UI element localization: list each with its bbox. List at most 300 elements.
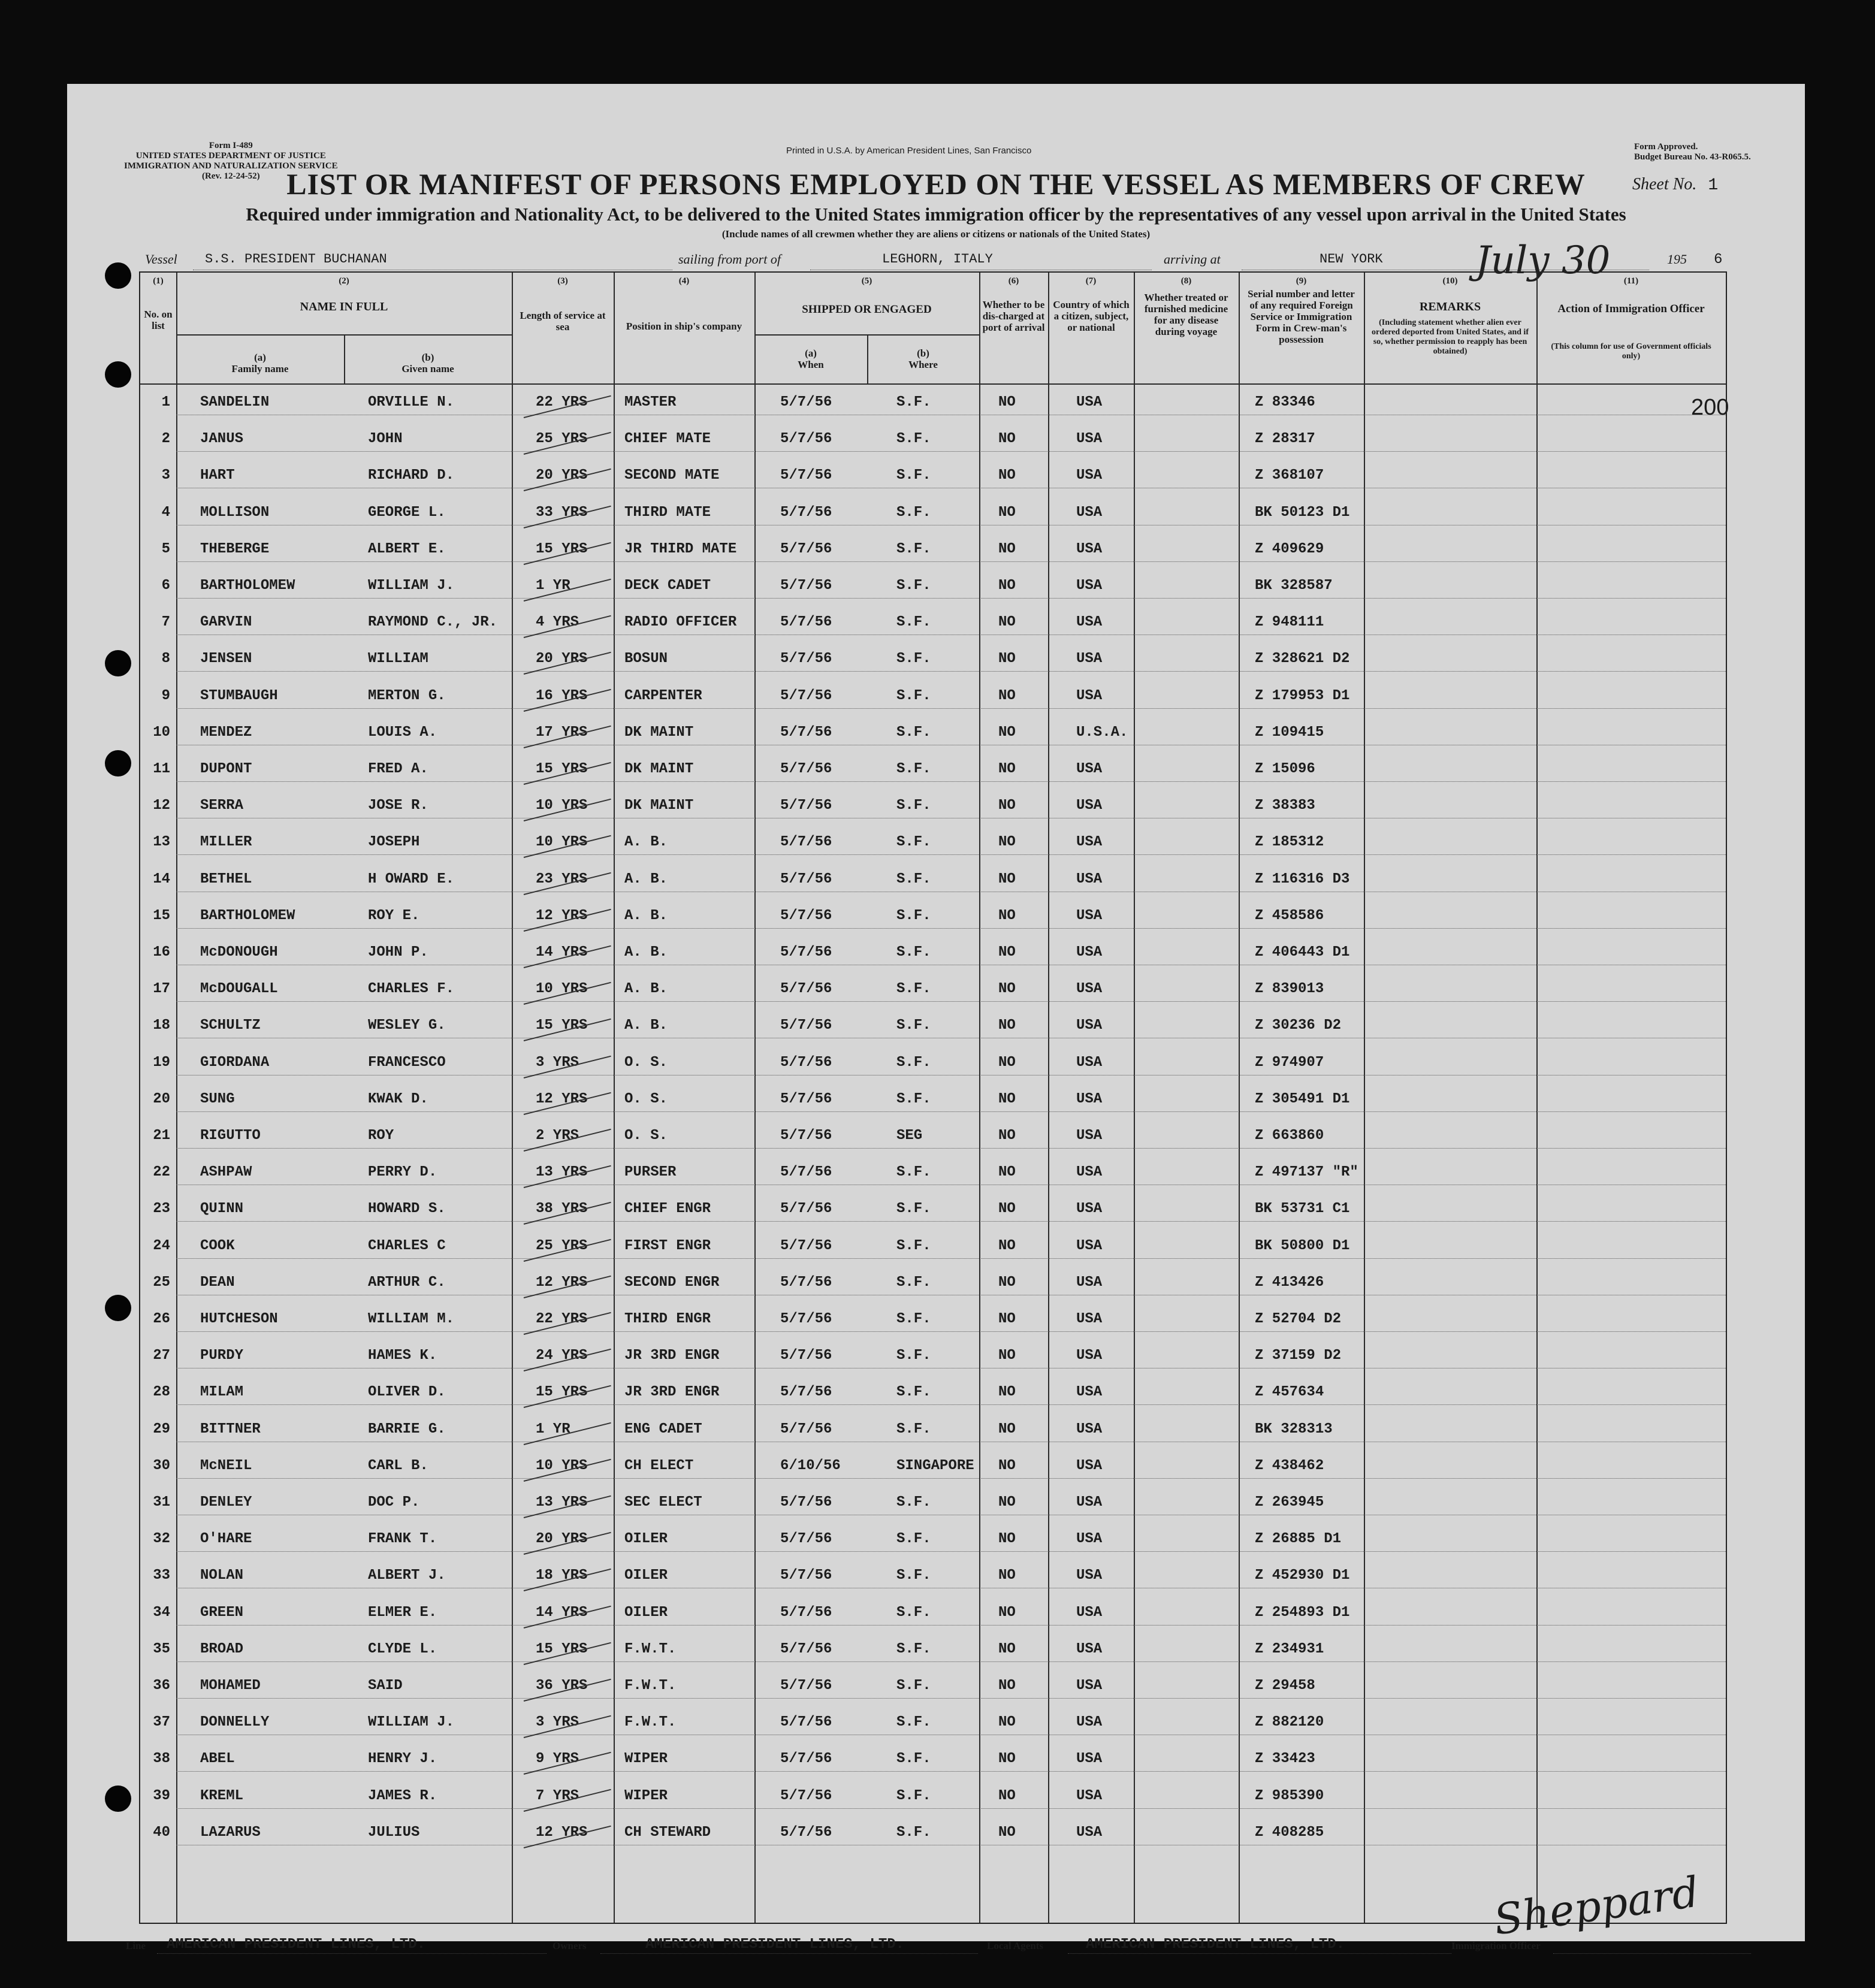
- cell-where: S.F.: [896, 540, 931, 557]
- cell-service: 22 YRS: [536, 394, 588, 410]
- cell-given: HENRY J.: [368, 1751, 437, 1768]
- cell-discharge: NO: [998, 1787, 1016, 1804]
- cell-service: 24 YRS: [536, 1348, 588, 1364]
- agents-rule: [1068, 1953, 1451, 1954]
- port-value: LEGHORN, ITALY: [882, 252, 993, 267]
- cell-family: GARVIN: [200, 614, 252, 631]
- row-rule: [176, 1771, 1726, 1772]
- cell-family: GREEN: [200, 1604, 244, 1621]
- cell-where: SINGAPORE: [896, 1457, 974, 1474]
- cell-given: HOWARD S.: [368, 1201, 446, 1217]
- cell-where: S.F.: [896, 1017, 931, 1034]
- cell-when: 5/7/56: [780, 651, 832, 667]
- col-7-header: Country of which a citizen, subject, or national: [1053, 299, 1130, 333]
- cell-given: SAID: [368, 1678, 403, 1694]
- cell-position: PURSER: [624, 1164, 677, 1181]
- cell-when: 5/7/56: [780, 578, 832, 594]
- cell-serial: Z 234931: [1255, 1640, 1324, 1657]
- cell-country: USA: [1076, 651, 1103, 667]
- row-rule: [176, 1551, 1726, 1552]
- cell-country: USA: [1076, 1348, 1103, 1364]
- cell-position: F.W.T.: [624, 1678, 677, 1694]
- cell-serial: Z 26885 D1: [1255, 1531, 1342, 1548]
- cell-service: 7 YRS: [536, 1787, 579, 1804]
- col-2b-header: (b) Given name: [401, 352, 454, 374]
- cell-position: JR THIRD MATE: [624, 540, 737, 557]
- cell-service: 20 YRS: [536, 651, 588, 667]
- cell-given: FRED A.: [368, 761, 428, 777]
- cell-when: 5/7/56: [780, 761, 832, 777]
- row-rule: [176, 1258, 1726, 1259]
- cell-given: ARTHUR C.: [368, 1274, 446, 1291]
- col-4-number: (4): [678, 276, 690, 286]
- cell-given: ROY E.: [368, 907, 420, 924]
- cell-given: JULIUS: [368, 1824, 420, 1841]
- cell-serial: Z 254893 D1: [1255, 1604, 1350, 1621]
- manifest-subtitle: Required under immigration and Nationality Act, to be delivered to the United States immigration officer by the representatives of any vessel upon arrival in the United States: [246, 204, 1626, 225]
- cell-serial: Z 457634: [1255, 1384, 1324, 1401]
- cell-service: 15 YRS: [536, 540, 588, 557]
- cell-serial: Z 948111: [1255, 614, 1324, 631]
- cell-family: BROAD: [200, 1640, 244, 1657]
- row-rule: [176, 1661, 1726, 1662]
- cell-when: 5/7/56: [780, 687, 832, 704]
- cell-discharge: NO: [998, 1274, 1016, 1291]
- cell-when: 5/7/56: [780, 1128, 832, 1144]
- cell-given: WILLIAM: [368, 651, 428, 667]
- row-number: 16: [153, 944, 170, 960]
- cell-service: 4 YRS: [536, 614, 579, 631]
- cell-country: USA: [1076, 1714, 1103, 1731]
- row-rule: [176, 1404, 1726, 1405]
- form-agency-header: Form I-489 UNITED STATES DEPARTMENT OF JUSTICE IMMIGRATION AND NATURALIZATION SERVICE (Rev. 12-24-52): [124, 141, 338, 181]
- cell-when: 5/7/56: [780, 1531, 832, 1548]
- cell-where: S.F.: [896, 797, 931, 814]
- col-1-number: (1): [153, 276, 164, 286]
- margin-note: 200: [1691, 395, 1729, 420]
- cell-when: 5/7/56: [780, 1421, 832, 1437]
- col-divider: [1048, 273, 1049, 1923]
- cell-serial: Z 185312: [1255, 834, 1324, 851]
- cell-position: SECOND ENGR: [624, 1274, 720, 1291]
- cell-country: USA: [1076, 1678, 1103, 1694]
- cell-service: 22 YRS: [536, 1311, 588, 1327]
- cell-discharge: NO: [998, 687, 1016, 704]
- cell-when: 5/7/56: [780, 1678, 832, 1694]
- cell-service: 3 YRS: [536, 1714, 579, 1731]
- cell-position: SEC ELECT: [624, 1494, 702, 1510]
- cell-position: OILER: [624, 1567, 668, 1584]
- crew-table: [139, 271, 1727, 1924]
- cell-country: USA: [1076, 1384, 1103, 1401]
- cell-family: DONNELLY: [200, 1714, 270, 1731]
- cell-country: USA: [1076, 540, 1103, 557]
- cell-service: 15 YRS: [536, 1384, 588, 1401]
- cell-when: 5/7/56: [780, 1054, 832, 1071]
- cell-country: USA: [1076, 1128, 1103, 1144]
- col-divider: [1364, 273, 1365, 1923]
- cell-service: 1 YR: [536, 578, 570, 594]
- cell-given: CARL B.: [368, 1457, 428, 1474]
- cell-position: DK MAINT: [624, 797, 694, 814]
- line-rule: [157, 1953, 547, 1954]
- cell-given: RAYMOND C., JR.: [368, 614, 498, 631]
- cell-family: JANUS: [200, 431, 244, 448]
- cell-country: USA: [1076, 1201, 1103, 1217]
- cell-country: USA: [1076, 687, 1103, 704]
- cell-country: USA: [1076, 1457, 1103, 1474]
- cell-given: BARRIE G.: [368, 1421, 446, 1437]
- row-number: 7: [161, 614, 170, 631]
- cell-when: 5/7/56: [780, 1201, 832, 1217]
- cell-when: 5/7/56: [780, 1237, 832, 1254]
- cell-discharge: NO: [998, 1237, 1016, 1254]
- cell-family: BARTHOLOMEW: [200, 907, 295, 924]
- row-rule: [176, 1808, 1726, 1809]
- sheet-number: [1632, 175, 1718, 195]
- cell-country: USA: [1076, 871, 1103, 887]
- row-number: 2: [161, 431, 170, 448]
- cell-family: ASHPAW: [200, 1164, 252, 1181]
- cell-serial: Z 839013: [1255, 981, 1324, 998]
- cell-where: S.F.: [896, 1714, 931, 1731]
- cell-when: 5/7/56: [780, 834, 832, 851]
- row-number: 13: [153, 834, 170, 851]
- col-4-header: Position in ship's company: [626, 321, 742, 332]
- cell-discharge: NO: [998, 1494, 1016, 1510]
- cell-serial: Z 458586: [1255, 907, 1324, 924]
- cell-discharge: NO: [998, 834, 1016, 851]
- cell-serial: BK 50123 D1: [1255, 504, 1350, 521]
- cell-position: O. S.: [624, 1054, 668, 1071]
- row-number: 19: [153, 1054, 170, 1071]
- cell-position: A. B.: [624, 1017, 668, 1034]
- row-number: 26: [153, 1311, 170, 1327]
- cell-family: McDONOUGH: [200, 944, 278, 960]
- cell-when: 6/10/56: [780, 1457, 841, 1474]
- cell-when: 5/7/56: [780, 1604, 832, 1621]
- cell-serial: Z 15096: [1255, 761, 1315, 777]
- cell-family: LAZARUS: [200, 1824, 261, 1841]
- cell-serial: Z 179953 D1: [1255, 687, 1350, 704]
- cell-family: MOHAMED: [200, 1678, 261, 1694]
- col-11-number: (11): [1623, 276, 1639, 286]
- cell-when: 5/7/56: [780, 1787, 832, 1804]
- cell-family: McDOUGALL: [200, 981, 278, 998]
- cell-given: MERTON G.: [368, 687, 446, 704]
- col-10-number: (10): [1442, 276, 1458, 286]
- cell-when: 5/7/56: [780, 394, 832, 410]
- col-5a-header: (a) When: [798, 348, 824, 370]
- cell-country: USA: [1076, 1567, 1103, 1584]
- cell-service: 20 YRS: [536, 467, 588, 484]
- col-3-number: (3): [557, 276, 568, 286]
- row-rule: [176, 1625, 1726, 1626]
- col-10-note: (Including statement whether alien ever ordered deported from United States, and if so, whether permission to reapply has been obtained): [1372, 318, 1529, 356]
- row-number: 36: [153, 1678, 170, 1694]
- cell-given: LOUIS A.: [368, 724, 437, 741]
- cell-discharge: NO: [998, 1824, 1016, 1841]
- cell-discharge: NO: [998, 467, 1016, 484]
- cell-where: S.F.: [896, 1348, 931, 1364]
- cell-position: MASTER: [624, 394, 677, 410]
- cell-service: 25 YRS: [536, 1237, 588, 1254]
- cell-service: 15 YRS: [536, 761, 588, 777]
- cell-country: USA: [1076, 1604, 1103, 1621]
- row-number: 31: [153, 1494, 170, 1510]
- cell-country: USA: [1076, 1421, 1103, 1437]
- cell-serial: Z 882120: [1255, 1714, 1324, 1731]
- col-3-header: Length of service at sea: [520, 310, 606, 333]
- cell-where: S.F.: [896, 1787, 931, 1804]
- cell-country: USA: [1076, 504, 1103, 521]
- subhead-rule: [176, 334, 512, 336]
- row-number: 1: [161, 394, 170, 410]
- cell-service: 10 YRS: [536, 797, 588, 814]
- cell-serial: BK 50800 D1: [1255, 1237, 1350, 1254]
- cell-where: S.F.: [896, 1494, 931, 1510]
- cell-family: BETHEL: [200, 871, 252, 887]
- cell-position: F.W.T.: [624, 1714, 677, 1731]
- cell-position: A. B.: [624, 944, 668, 960]
- port-label: sailing from port of: [678, 252, 781, 267]
- binder-hole: [105, 750, 131, 777]
- cell-serial: Z 263945: [1255, 1494, 1324, 1510]
- row-number: 9: [161, 687, 170, 704]
- cell-discharge: NO: [998, 1017, 1016, 1034]
- agents-label: Local Agents: [987, 1940, 1043, 1951]
- cell-country: USA: [1076, 1090, 1103, 1107]
- cell-discharge: NO: [998, 761, 1016, 777]
- cell-when: 5/7/56: [780, 1384, 832, 1401]
- binder-hole: [105, 1785, 131, 1812]
- cell-given: GEORGE L.: [368, 504, 446, 521]
- cell-country: USA: [1076, 834, 1103, 851]
- cell-service: 38 YRS: [536, 1201, 588, 1217]
- cell-family: JENSEN: [200, 651, 252, 667]
- cell-given: DOC P.: [368, 1494, 420, 1510]
- cell-when: 5/7/56: [780, 504, 832, 521]
- cell-given: RICHARD D.: [368, 467, 455, 484]
- cell-given: WILLIAM J.: [368, 1714, 455, 1731]
- cell-where: S.F.: [896, 1567, 931, 1584]
- cell-given: PERRY D.: [368, 1164, 437, 1181]
- cell-where: S.F.: [896, 907, 931, 924]
- cell-given: JOHN P.: [368, 944, 428, 960]
- binder-hole: [105, 361, 131, 388]
- cell-serial: Z 33423: [1255, 1751, 1315, 1768]
- col-6-header: Whether to be dis-charged at port of arrival: [982, 299, 1045, 333]
- cell-service: 9 YRS: [536, 1751, 579, 1768]
- year-label: 195: [1667, 252, 1687, 267]
- col-5-header: SHIPPED OR ENGAGED: [802, 303, 932, 316]
- col-8-header: Whether treated or furnished medicine for any disease during voyage: [1144, 292, 1228, 337]
- row-number: 8: [161, 651, 170, 667]
- cell-serial: Z 28317: [1255, 431, 1315, 448]
- col-divider: [1536, 273, 1538, 1923]
- cell-country: USA: [1076, 907, 1103, 924]
- row-number: 6: [161, 578, 170, 594]
- header-bottom-rule: [140, 383, 1726, 385]
- cell-where: S.F.: [896, 614, 931, 631]
- row-rule: [176, 1111, 1726, 1112]
- cell-discharge: NO: [998, 871, 1016, 887]
- cell-country: USA: [1076, 1494, 1103, 1510]
- row-rule: [176, 1001, 1726, 1002]
- cell-discharge: NO: [998, 431, 1016, 448]
- cell-discharge: NO: [998, 1201, 1016, 1217]
- cell-position: OILER: [624, 1604, 668, 1621]
- cell-country: USA: [1076, 1311, 1103, 1327]
- cell-discharge: NO: [998, 1348, 1016, 1364]
- cell-serial: Z 109415: [1255, 724, 1324, 741]
- cell-where: S.F.: [896, 1604, 931, 1621]
- row-number: 35: [153, 1640, 170, 1657]
- row-rule: [176, 708, 1726, 709]
- sheet-value: 1: [1708, 176, 1719, 195]
- cell-serial: Z 406443 D1: [1255, 944, 1350, 960]
- row-number: 39: [153, 1787, 170, 1804]
- col-divider: [754, 273, 756, 1923]
- arriving-label: arriving at: [1164, 252, 1221, 267]
- binder-hole: [105, 262, 131, 289]
- cell-when: 5/7/56: [780, 871, 832, 887]
- officer-label: Immigration Officer: [1451, 1940, 1541, 1951]
- cell-when: 5/7/56: [780, 1274, 832, 1291]
- row-number: 14: [153, 871, 170, 887]
- cell-serial: Z 452930 D1: [1255, 1567, 1350, 1584]
- cell-service: 12 YRS: [536, 1090, 588, 1107]
- col-2a-header: (a) Family name: [231, 352, 289, 374]
- cell-position: A. B.: [624, 907, 668, 924]
- cell-given: ALBERT J.: [368, 1567, 446, 1584]
- manifest-title: LIST OR MANIFEST OF PERSONS EMPLOYED ON THE VESSEL AS MEMBERS OF CREW: [286, 167, 1586, 201]
- row-number: 27: [153, 1348, 170, 1364]
- cell-family: SUNG: [200, 1090, 235, 1107]
- row-number: 24: [153, 1237, 170, 1254]
- cell-given: ALBERT E.: [368, 540, 446, 557]
- cell-family: DENLEY: [200, 1494, 252, 1510]
- cell-position: A. B.: [624, 871, 668, 887]
- cell-discharge: NO: [998, 394, 1016, 410]
- arriving-value: NEW YORK: [1320, 252, 1383, 267]
- col-divider: [1239, 273, 1240, 1923]
- row-rule: [176, 561, 1726, 562]
- officer-signature: Sheppard: [1490, 1867, 1702, 1945]
- cell-given: CHARLES F.: [368, 981, 455, 998]
- cell-given: JOSE R.: [368, 797, 428, 814]
- cell-discharge: NO: [998, 1384, 1016, 1401]
- row-number: 40: [153, 1824, 170, 1841]
- cell-discharge: NO: [998, 504, 1016, 521]
- cell-discharge: NO: [998, 1457, 1016, 1474]
- cell-family: BARTHOLOMEW: [200, 578, 295, 594]
- cell-discharge: NO: [998, 1090, 1016, 1107]
- cell-discharge: NO: [998, 1421, 1016, 1437]
- cell-family: KREML: [200, 1787, 244, 1804]
- cell-country: USA: [1076, 1054, 1103, 1071]
- cell-service: 13 YRS: [536, 1164, 588, 1181]
- cell-given: CLYDE L.: [368, 1640, 437, 1657]
- cell-country: USA: [1076, 1787, 1103, 1804]
- col-divider: [1134, 273, 1135, 1923]
- cell-where: S.F.: [896, 1054, 931, 1071]
- cell-given: ROY: [368, 1128, 394, 1144]
- cell-position: RADIO OFFICER: [624, 614, 737, 631]
- col-9-number: (9): [1296, 276, 1307, 286]
- col-6-number: (6): [1008, 276, 1019, 286]
- cell-where: S.F.: [896, 944, 931, 960]
- cell-family: BITTNER: [200, 1421, 261, 1437]
- cell-position: WIPER: [624, 1787, 668, 1804]
- cell-country: USA: [1076, 1531, 1103, 1548]
- cell-given: ELMER E.: [368, 1604, 437, 1621]
- cell-position: CHIEF ENGR: [624, 1201, 711, 1217]
- cell-when: 5/7/56: [780, 1494, 832, 1510]
- row-number: 10: [153, 724, 170, 741]
- row-rule: [176, 1331, 1726, 1332]
- cell-service: 3 YRS: [536, 1054, 579, 1071]
- row-rule: [176, 1148, 1726, 1149]
- row-number: 30: [153, 1457, 170, 1474]
- row-rule: [176, 854, 1726, 855]
- cell-serial: Z 663860: [1255, 1128, 1324, 1144]
- cell-serial: Z 83346: [1255, 394, 1315, 410]
- cell-serial: Z 116316 D3: [1255, 871, 1350, 887]
- col-11-note: (This column for use of Government officials only): [1551, 342, 1711, 361]
- cell-family: McNEIL: [200, 1457, 252, 1474]
- cell-family: MENDEZ: [200, 724, 252, 741]
- cell-when: 5/7/56: [780, 1348, 832, 1364]
- cell-given: JOHN: [368, 431, 403, 448]
- cell-position: A. B.: [624, 834, 668, 851]
- cell-serial: Z 497137 "R": [1255, 1164, 1358, 1181]
- row-number: 38: [153, 1751, 170, 1768]
- cell-where: S.F.: [896, 871, 931, 887]
- row-rule: [176, 1478, 1726, 1479]
- cell-given: WILLIAM M.: [368, 1311, 455, 1327]
- sheet-label: Sheet No.: [1632, 175, 1697, 194]
- cell-when: 5/7/56: [780, 1164, 832, 1181]
- form-approval: Form Approved. Budget Bureau No. 43-R065.5.: [1634, 142, 1751, 162]
- cell-discharge: NO: [998, 724, 1016, 741]
- cell-discharge: NO: [998, 540, 1016, 557]
- cell-serial: Z 52704 D2: [1255, 1311, 1342, 1327]
- cell-serial: Z 409629: [1255, 540, 1324, 557]
- cell-country: USA: [1076, 981, 1103, 998]
- cell-service: 14 YRS: [536, 1604, 588, 1621]
- cell-when: 5/7/56: [780, 1640, 832, 1657]
- cell-family: SANDELIN: [200, 394, 270, 410]
- cell-position: CH STEWARD: [624, 1824, 711, 1841]
- cell-family: SERRA: [200, 797, 244, 814]
- cell-service: 1 YR: [536, 1421, 570, 1437]
- cell-where: S.F.: [896, 834, 931, 851]
- cell-given: FRANK T.: [368, 1531, 437, 1548]
- cell-family: SCHULTZ: [200, 1017, 261, 1034]
- cell-position: DK MAINT: [624, 761, 694, 777]
- cell-service: 18 YRS: [536, 1567, 588, 1584]
- cell-family: ABEL: [200, 1751, 235, 1768]
- cell-where: S.F.: [896, 467, 931, 484]
- cell-position: THIRD ENGR: [624, 1311, 711, 1327]
- cell-family: RIGUTTO: [200, 1128, 261, 1144]
- row-rule: [176, 451, 1726, 452]
- cell-where: S.F.: [896, 1164, 931, 1181]
- cell-serial: BK 328587: [1255, 578, 1333, 594]
- row-rule: [176, 1698, 1726, 1699]
- cell-where: S.F.: [896, 504, 931, 521]
